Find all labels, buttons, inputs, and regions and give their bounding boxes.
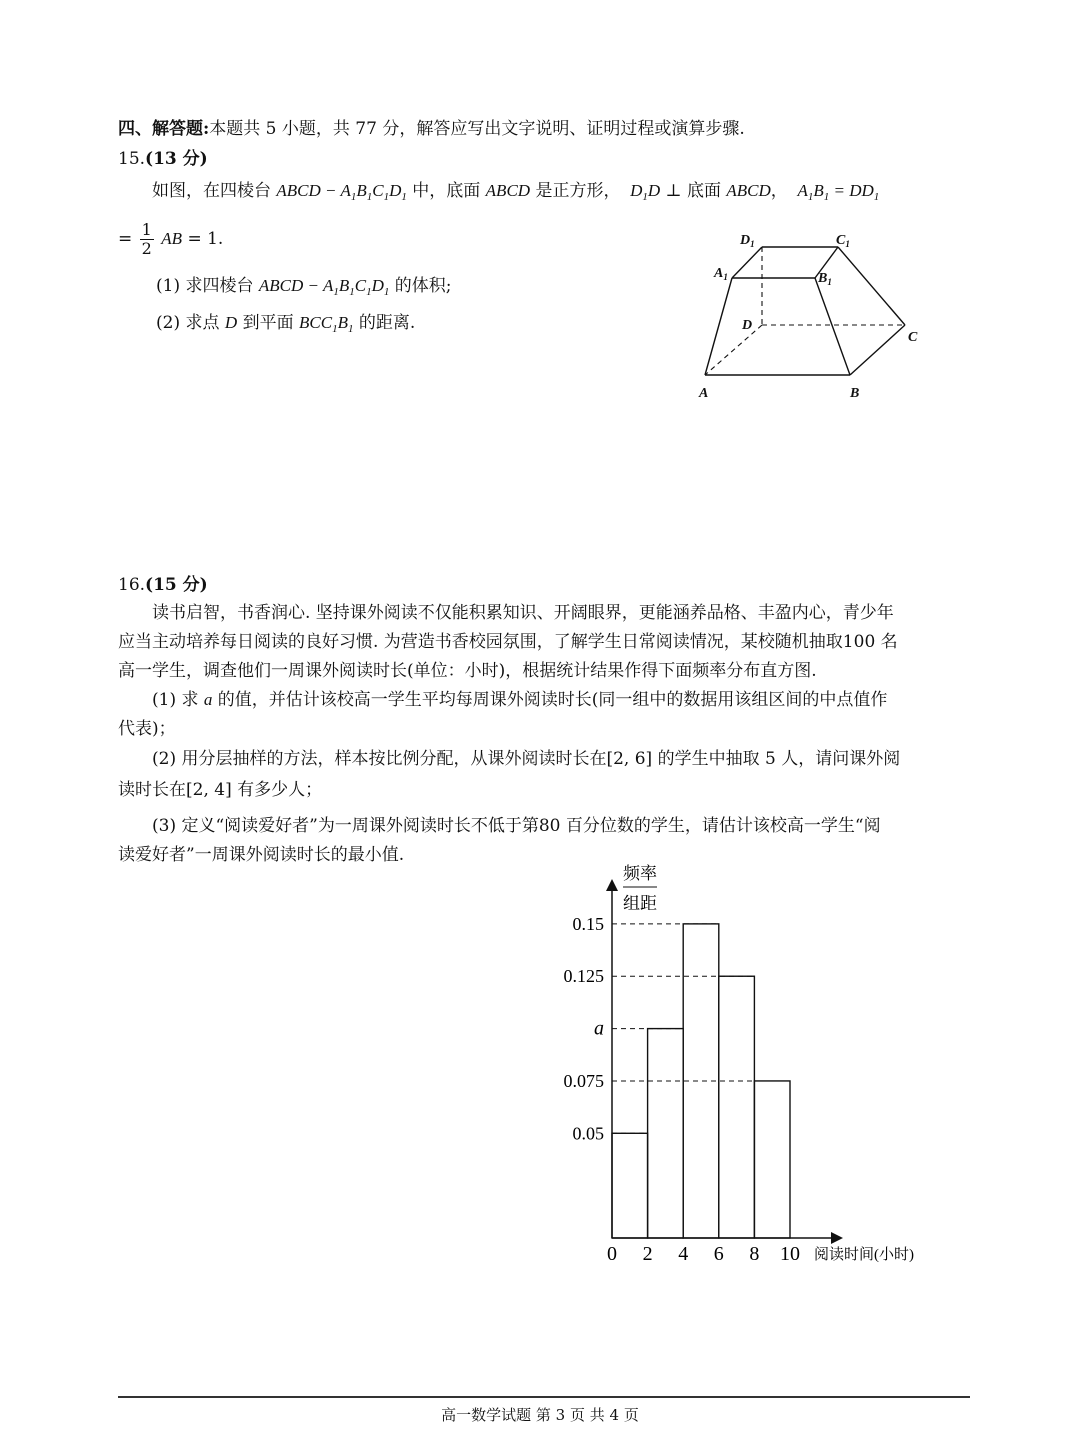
fraction-denominator: 2	[141, 239, 152, 258]
edge-bc	[850, 325, 905, 375]
edge-cc1	[838, 247, 905, 325]
y-tick-label: 0.15	[572, 913, 604, 934]
q16-para2: 应当主动培养每日阅读的良好习惯. 为营造书香校园氛围，了解学生日常阅读情况，某校随机抽取100 名	[118, 632, 898, 652]
fraction-numerator: 1	[141, 220, 152, 239]
q16-points: (15 分)	[145, 575, 208, 595]
y-label-bottom: 组距	[623, 894, 657, 913]
label-a: A	[699, 386, 709, 401]
frustum-name: ABCD − $A_1B_1C_1D_1$	[258, 276, 390, 298]
x-tick-label: 10	[780, 1243, 800, 1265]
q16-part2: (2) 用分层抽样的方法，样本按比例分配，从课外阅读时长在[2, 6] 的学生中抽取 5 人，请问课外阅	[152, 749, 901, 769]
frequency-histogram	[540, 855, 960, 1275]
q15-intro-text: 底面	[686, 181, 721, 201]
page-footer: 高一数学试题 第 3 页 共 4 页	[441, 1406, 639, 1424]
section-heading	[118, 118, 745, 140]
edge-bb1	[815, 278, 850, 375]
y-label-top: 频率	[623, 864, 657, 883]
part-text: (1) 求	[152, 690, 199, 710]
part-text: 求点	[185, 313, 220, 333]
frustum-figure	[690, 225, 930, 410]
eq-left: $A_1B_1 = DD_1$	[793, 181, 880, 203]
q16-part2-cont: 读时长在[2, 4] 有多少人；	[118, 780, 323, 800]
footer-rule	[118, 1396, 970, 1398]
q16-number: 16.	[118, 575, 146, 595]
q15-header	[118, 148, 208, 170]
q15-equation: = $\frac{1}{2}$ AB = 1.	[118, 220, 224, 258]
base-name: ABCD	[485, 181, 531, 200]
label-b: B	[850, 386, 860, 401]
q16-para1: 读书启智，书香润心. 坚持课外阅读不仅能积累知识、开阔眼界，更能涵养品格、丰盈内心，青少年	[152, 603, 894, 623]
base-name: ABCD	[726, 181, 771, 200]
q15-part2	[156, 312, 415, 340]
q16-part3-cont: 读爱好者”一周课外阅读时长的最小值.	[118, 845, 405, 865]
histogram-bar	[754, 1081, 790, 1238]
part-number: (2)	[156, 313, 181, 333]
q15-intro-text: 是正方形，	[535, 181, 621, 201]
segment-ab: AB	[161, 229, 183, 248]
x-axis-label: 阅读时间(小时)	[814, 1247, 914, 1263]
label-c1: $C_1$	[836, 233, 850, 249]
q16-part1	[152, 689, 887, 711]
histogram-bar	[719, 976, 755, 1238]
q15-part1	[156, 275, 452, 303]
edge-da-hidden	[705, 325, 762, 375]
variable-a: a	[203, 690, 213, 709]
eq-tail: = 1.	[187, 229, 224, 249]
x-tick-label: 8	[749, 1243, 760, 1265]
label-c: C	[908, 330, 918, 345]
q16-part1-cont: 代表)；	[118, 719, 176, 739]
y-tick-label: 0.075	[563, 1070, 604, 1091]
section-text: 本题共 5 小题，共 77 分，解答应写出文字说明、证明过程或演算步骤.	[209, 119, 745, 139]
point-d: D	[224, 313, 238, 332]
q15-number: 15.	[118, 149, 146, 169]
label-d1: $D_1$	[740, 233, 755, 249]
label-b1: $B_1$	[818, 271, 832, 287]
part-text: 到平面	[242, 313, 294, 333]
frustum-name: ABCD − $A_1B_1C_1D_1$	[276, 181, 407, 203]
plane-name: $BCC_1B_1$	[299, 313, 354, 335]
x-tick-label: 2	[642, 1243, 653, 1265]
x-tick-label: 0	[607, 1243, 617, 1265]
edge-d1d: $D_1D$	[625, 181, 661, 203]
x-tick-label: 4	[678, 1243, 689, 1265]
q16-part3: (3) 定义“阅读爱好者”为一周课外阅读时长不低于第80 百分位数的学生，请估计该校高一学生“阅	[152, 816, 881, 836]
y-tick-label: 0.125	[563, 966, 604, 987]
q15-intro-text: 中，底面	[412, 181, 481, 201]
section-title: 四、解答题:	[118, 119, 210, 139]
label-a1: $A_1$	[714, 266, 728, 282]
q15-intro-text: ，	[770, 181, 788, 201]
q16-header	[118, 574, 208, 596]
part-text: 求四棱台	[185, 276, 254, 296]
edge-aa1	[705, 278, 732, 375]
part-text: 的值，并估计该校高一学生平均每周课外阅读时长(同一组中的数据用该组区间的中点值作	[217, 690, 888, 710]
histogram-bar	[612, 1133, 648, 1238]
fraction-half	[140, 221, 154, 258]
part-number: (1)	[156, 276, 181, 296]
y-tick-label: 0.05	[572, 1123, 604, 1144]
part-text: 的距离.	[358, 313, 416, 333]
x-tick-label: 6	[713, 1243, 724, 1265]
q16-para3: 高一学生，调查他们一周课外阅读时长(单位：小时)，根据统计结果作得下面频率分布直方图.	[118, 661, 817, 681]
q15-intro-text: 如图，在四棱台	[152, 181, 271, 201]
part-text: 的体积;	[394, 276, 452, 296]
histogram-bar	[648, 1029, 684, 1238]
q15-intro: 如图，在四棱台 ABCD − $A_1B_1C_1D_1$ 中，底面 ABCD 是正方形， $D_1D$ ⊥ 底面 ABCD， $A_1B_1 = DD_1$	[152, 181, 880, 203]
y-tick-label: a	[594, 1017, 604, 1040]
q15-points: (13 分)	[145, 149, 208, 169]
label-d: D	[742, 318, 753, 333]
edge-d1a1	[732, 247, 762, 278]
